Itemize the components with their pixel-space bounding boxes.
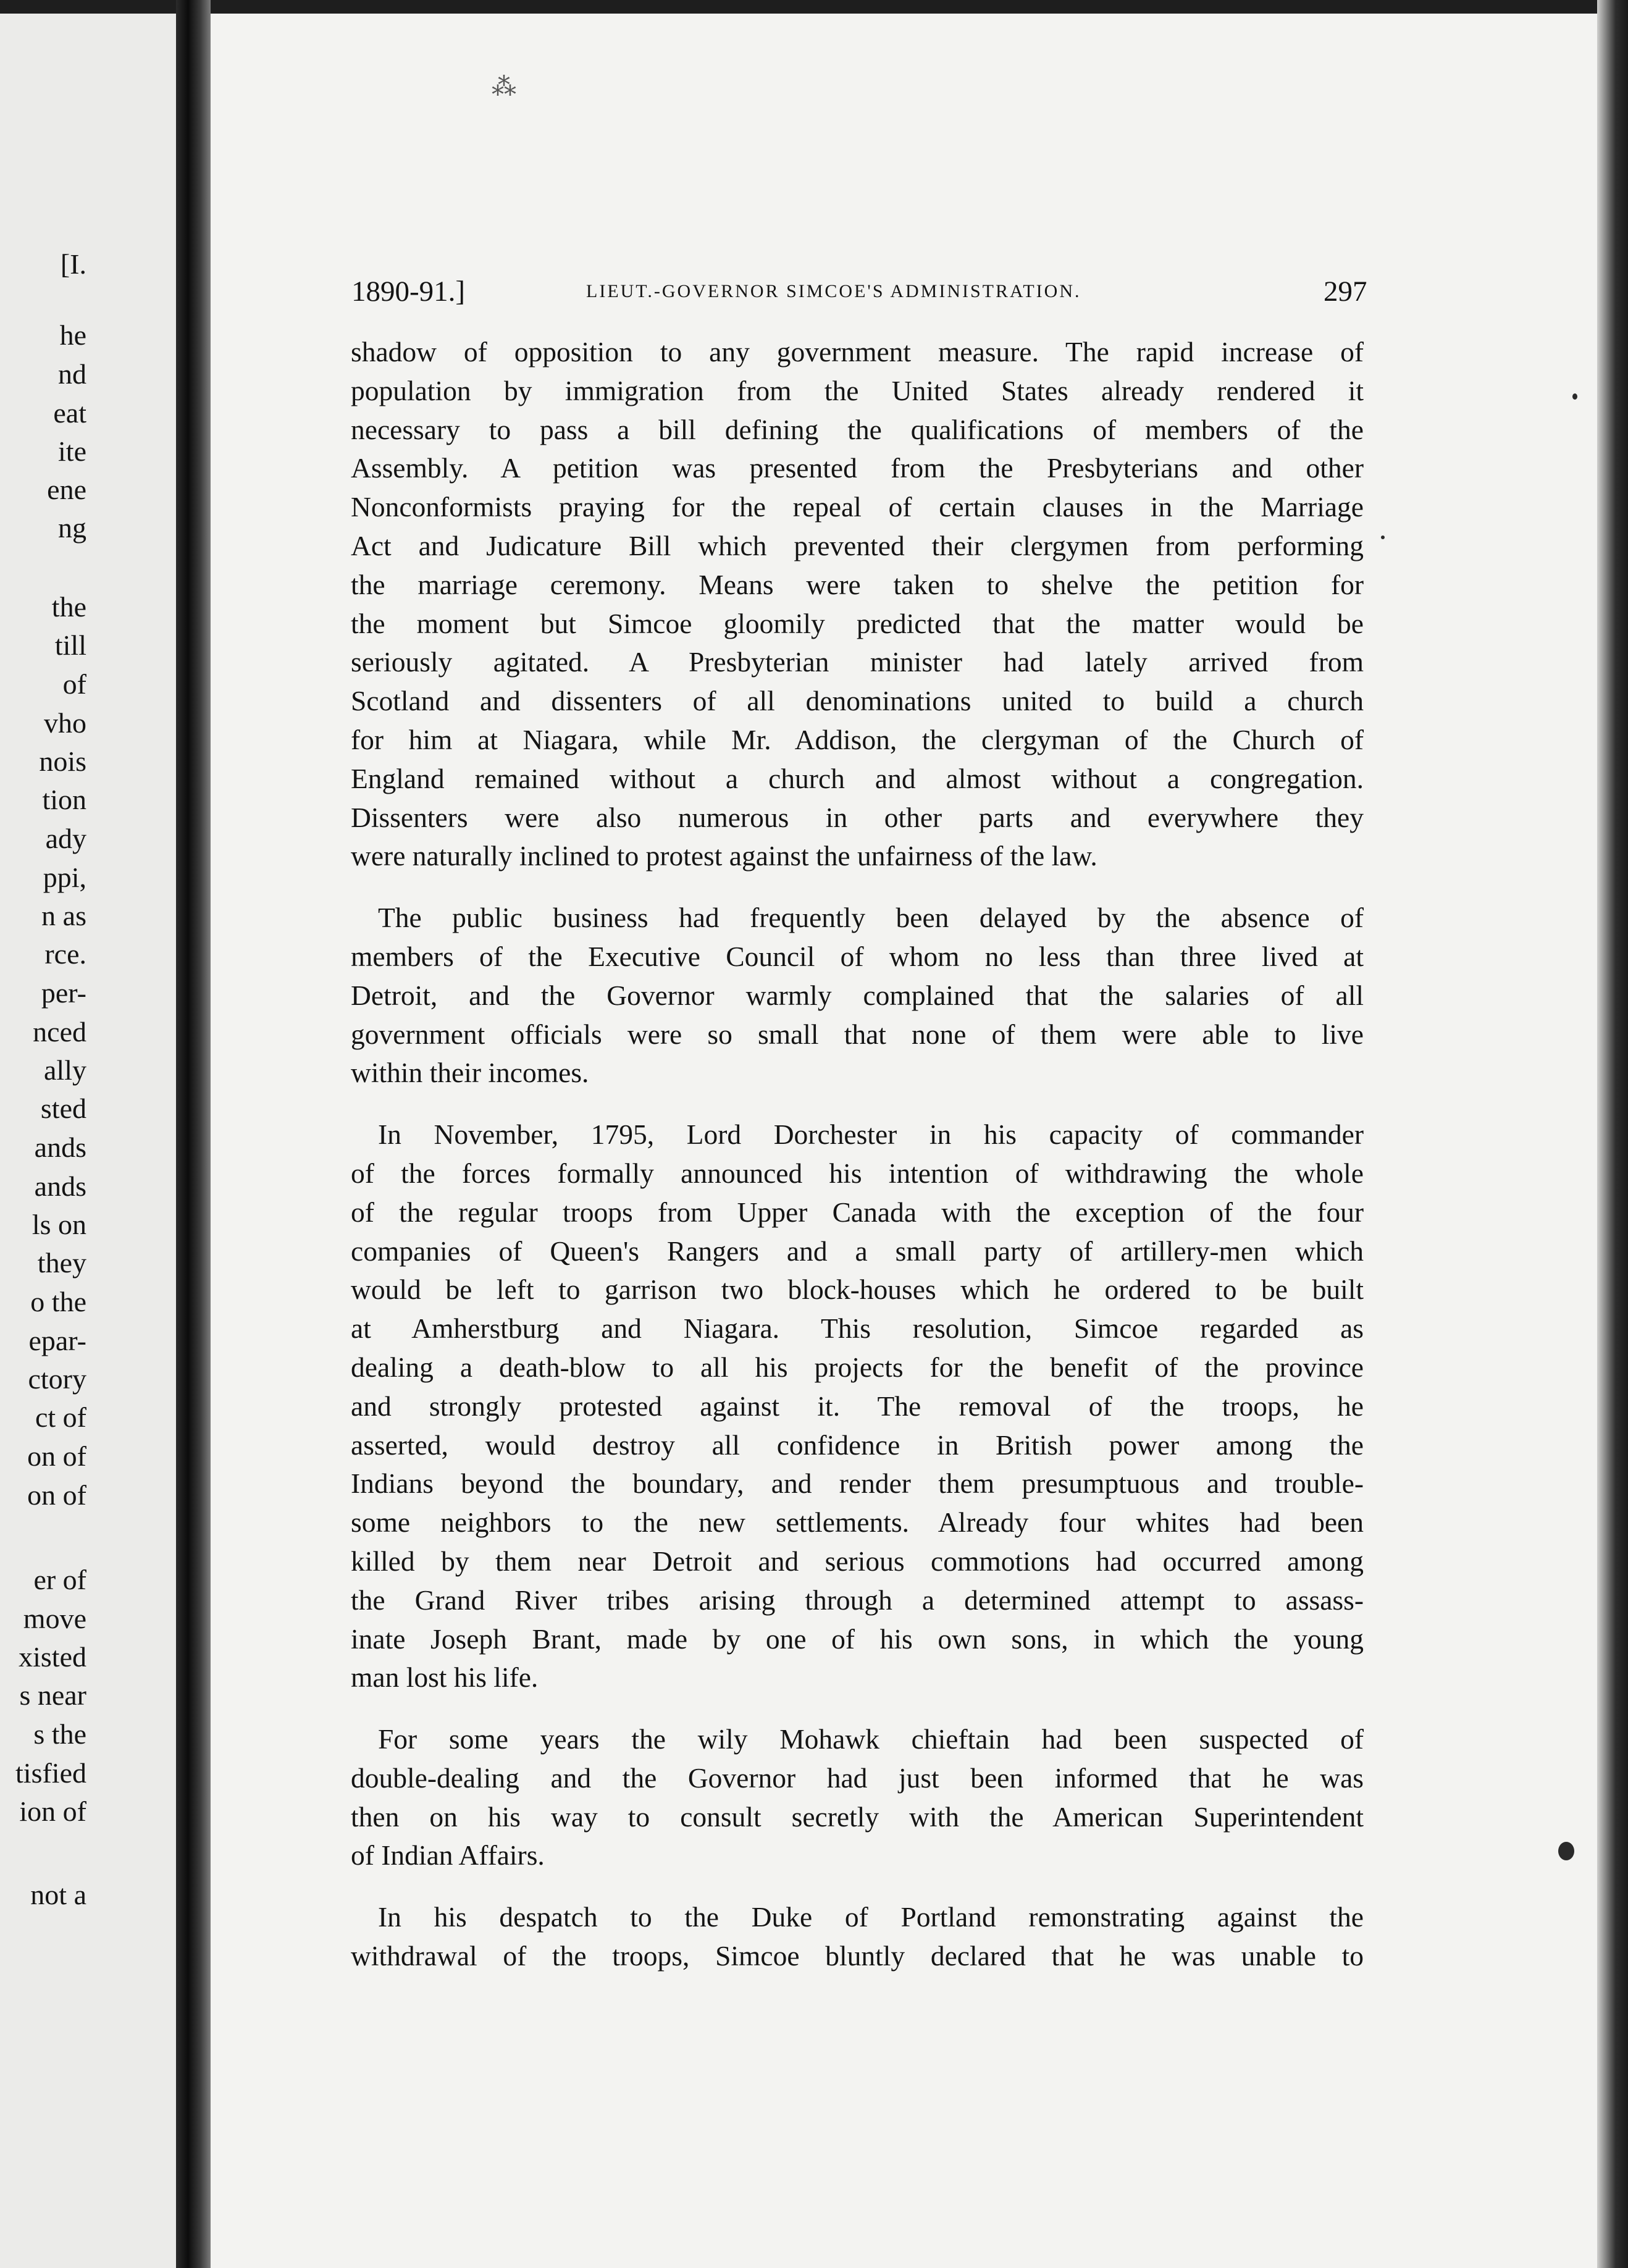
left-page-text-fragment: epar- [28,1325,86,1356]
left-page-text-fragment: tisfied [15,1757,86,1789]
text-line: Dissenters were also numerous in other parts and everywhere they [351,801,1364,833]
left-page-text-fragment: nd [58,358,86,390]
left-page-text-fragment: n as [41,900,86,931]
speck [1558,1842,1574,1860]
left-page-text-fragment: o the [30,1286,86,1317]
left-page-text-fragment: ands [34,1132,86,1163]
text-line: For some years the wily Mohawk chieftain had been suspected of [378,1723,1364,1755]
left-page-text-fragment: [I. [60,248,86,280]
running-head-title: LIEUT.-GOVERNOR SIMCOE'S ADMINISTRATION. [586,281,1081,301]
running-head-year: 1890-91.] [351,275,466,308]
left-page-text-fragment: ppi, [43,862,86,893]
paragraph [351,899,1364,1093]
ink-blot-mark: ⁂ [492,73,516,101]
text-line: of the regular troops from Upper Canada with the exception of the four [351,1196,1364,1228]
text-line: seriously agitated. A Presbyterian minister had lately arrived from [351,646,1364,678]
left-page-text-fragment: eat [53,397,86,429]
text-line: Indians beyond the boundary, and render them presumptuous and trouble- [351,1468,1364,1500]
left-page-text-fragment: ls on [31,1209,86,1240]
text-line: and strongly protested against it. The removal of the troops, he [351,1390,1364,1422]
left-page-text-fragment: on of [27,1479,86,1511]
text-line: of Indian Affairs. [351,1839,545,1871]
left-page-text-fragment: nois [39,746,86,777]
text-line: of the forces formally announced his intention of withdrawing the whole [351,1157,1364,1189]
speck [1381,536,1385,539]
running-head [211,275,1597,312]
text-line: companies of Queen's Rangers and a small party of artillery-men which [351,1235,1364,1267]
left-page-text-fragment: s near [19,1679,86,1711]
top-edge-shadow [0,0,1628,14]
left-page-text-fragment: ally [44,1054,86,1086]
left-page-text-fragment: nced [33,1016,86,1048]
paragraph [351,1115,1364,1697]
left-page-text-fragment: on of [27,1440,86,1472]
text-line: were naturally inclined to protest against the unfairness of the law. [351,840,1097,872]
left-page-text-fragment: tion [42,784,86,815]
text-line: government officials were so small that none of them were able to live [351,1018,1364,1050]
text-line: inate Joseph Brant, made by one of his own sons, in which the young [351,1623,1364,1655]
text-line: The public business had frequently been delayed by the absence of [378,902,1364,934]
left-page-text-fragments [0,14,176,2268]
text-line: the Grand River tribes arising through a determined attempt to assass- [351,1584,1364,1616]
text-line: man lost his life. [351,1661,539,1694]
left-page-text-fragment: ene [47,474,86,505]
left-page-text-fragment: vho [44,707,86,739]
text-line: Act and Judicature Bill which prevented their clergymen from performing [351,529,1364,561]
text-line: killed by them near Detroit and serious commotions had occurred among [351,1545,1364,1577]
text-line: for him at Niagara, while Mr. Addison, the clergyman of the Church of [351,723,1364,755]
text-line: Assembly. A petition was presented from the Presbyterians and other [351,452,1364,484]
text-line: withdrawal of the troops, Simcoe bluntly declared that he was unable to [351,1940,1364,1972]
left-page-text-fragment: per- [41,977,86,1009]
left-page-text-fragment: they [37,1247,86,1279]
text-line: within their incomes. [351,1057,589,1089]
text-line: dealing a death-blow to all his projects for the benefit of the province [351,1351,1364,1383]
text-line: the marriage ceremony. Means were taken to shelve the petition for [351,568,1364,600]
left-page-text-fragment: sted [40,1093,86,1124]
left-page-text-fragment: the [51,591,86,623]
text-line: asserted, would destroy all confidence in British power among the [351,1429,1364,1461]
text-line: population by immigration from the United States already rendered it [351,374,1364,406]
left-page-text-fragment: ite [58,435,86,467]
paragraph [351,1720,1364,1875]
left-page-text-fragment: xisted [19,1641,86,1673]
left-page-text-fragment: he [59,319,86,351]
left-page-text-fragment: ady [45,823,86,854]
left-page-text-fragment: s the [33,1718,86,1750]
text-line: some neighbors to the new settlements. Already four whites had been [351,1506,1364,1539]
text-line: Scotland and dissenters of all denominations united to build a church [351,685,1364,717]
paragraph [351,333,1364,876]
left-page-text-fragment: ion of [19,1796,86,1827]
left-page-text-fragment: ctory [28,1363,86,1395]
text-line: In his despatch to the Duke of Portland remonstrating against the [378,1901,1364,1933]
text-line: England remained without a church and almost without a congregation. [351,762,1364,794]
text-line: necessary to pass a bill defining the qualifications of members of the [351,413,1364,445]
left-page-text-fragment: ands [34,1170,86,1202]
left-page-fragment [0,14,176,2268]
text-line: members of the Executive Council of whom no less than three lived at [351,940,1364,972]
left-page-text-fragment: till [54,629,86,661]
text-line: double-dealing and the Governor had just been informed that he was [351,1762,1364,1794]
left-page-text-fragment: ng [58,512,86,544]
body-text [351,333,1364,1999]
left-page-text-fragment: rce. [44,938,86,970]
left-page-text-fragment: of [62,668,86,700]
text-line: the moment but Simcoe gloomily predicted that the matter would be [351,607,1364,639]
left-page-text-fragment: ct of [35,1401,86,1433]
left-page-text-fragment: not a [30,1879,86,1910]
left-page-text-fragment: er of [33,1564,86,1595]
right-edge-shadow [1597,0,1628,2268]
page-number: 297 [1324,275,1367,308]
text-line: would be left to garrison two block-houses which he ordered to be built [351,1274,1364,1306]
book-gutter [176,0,211,2268]
text-line: Nonconformists praying for the repeal of certain clauses in the Marriage [351,491,1364,523]
speck [1572,393,1577,400]
text-line: at Amherstburg and Niagara. This resolution, Simcoe regarded as [351,1312,1364,1345]
text-line: shadow of opposition to any government measure. The rapid increase of [351,336,1364,368]
left-page-text-fragment: move [23,1603,86,1634]
paragraph [351,1898,1364,1976]
right-page [211,14,1597,2268]
text-line: In November, 1795, Lord Dorchester in his capacity of commander [378,1119,1364,1151]
text-line: Detroit, and the Governor warmly complained that the salaries of all [351,979,1364,1011]
text-line: then on his way to consult secretly with the American Superintendent [351,1800,1364,1833]
